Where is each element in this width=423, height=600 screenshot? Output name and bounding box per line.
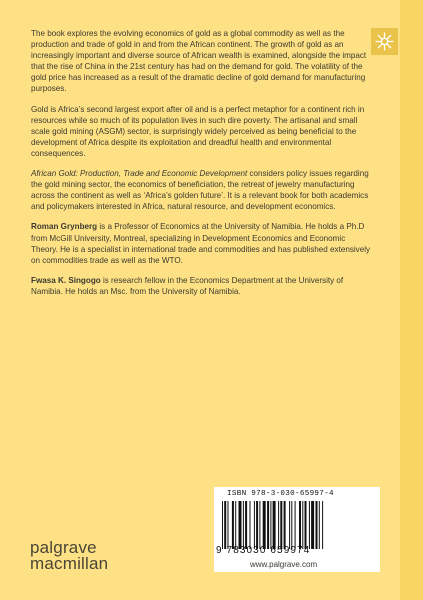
blurb-paragraph-3-text: considers policy issues regarding the gold mining sector, the economics of beneficiation, the retreat of jewelry manufacturing across the continent as well as ‘Africa’s golden future’. It is a relevant book for both academics and policymakers interested in Africa, natural resource, and development economics. bbox=[31, 169, 369, 212]
blurb-text bbox=[31, 28, 373, 306]
publisher-name-line-1: palgrave bbox=[30, 538, 97, 557]
publisher-url: www.palgrave.com bbox=[250, 560, 318, 569]
book-title: African Gold: Production, Trade and Economic Development bbox=[31, 169, 248, 179]
author-bio-1 bbox=[31, 221, 373, 265]
barcode-bar bbox=[263, 501, 266, 549]
barcode-bar bbox=[256, 501, 258, 549]
barcode-bars bbox=[220, 501, 370, 549]
barcode-bar bbox=[245, 501, 247, 549]
publisher-name-line-2: macmillan bbox=[30, 554, 109, 573]
barcode-bar bbox=[239, 501, 242, 549]
author-bio-text: is a Professor of Economics at the University of Namibia. He holds a Ph.D from McGill University, Montreal, specializing in Development Economics and Economic Theory. He is a specialist in international trade and commodities and has published extensively on commodities trade as well as the WTO. bbox=[31, 222, 371, 265]
barcode-bar bbox=[291, 501, 292, 549]
barcode-bar bbox=[250, 501, 251, 549]
barcode-bar bbox=[289, 501, 290, 549]
blurb-paragraph-3 bbox=[31, 168, 373, 212]
barcode-bar bbox=[232, 501, 234, 549]
author-name: Roman Grynberg bbox=[31, 222, 98, 232]
author-name: Fwasa K. Singogo bbox=[31, 275, 101, 285]
barcode-bar bbox=[319, 501, 320, 549]
barcode-bar bbox=[316, 501, 318, 549]
series-logo bbox=[371, 28, 398, 55]
author-bio-2 bbox=[31, 275, 373, 297]
blurb-paragraph-1: The book explores the evolving economics of gold as a global commodity as well as the production and trade of gold in and from the African continent. The growth of gold as an increasingly important and diverse source of African wealth is examined, alongside the impact that the rise of China in the 21st century has had on the demand for gold. The volatility of the gold price has increased as a result of the dramatic decline of gold demand for manufacturing purposes. bbox=[31, 29, 367, 94]
barcode-bar bbox=[243, 501, 244, 549]
barcode-bar bbox=[224, 501, 226, 549]
barcode-bar bbox=[309, 501, 310, 549]
barcode-bar bbox=[302, 501, 303, 549]
author-bio-text: is research fellow in the Economics Department at the University of Namibia. He holds an Msc. from the University of Namibia. bbox=[31, 275, 344, 296]
barcode-bar bbox=[259, 501, 260, 549]
barcode-bar bbox=[267, 501, 269, 549]
barcode-bar bbox=[305, 501, 307, 549]
barcode-bar bbox=[273, 501, 276, 549]
blurb-paragraph-2: Gold is Africa’s second largest export after oil and is a perfect metaphor for a continent rich in resources while so much of its population lives in such dire poverty. The artisanal and small scale gold mining (ASGM) sector, is surprisingly widely perceived as being beneficial to the development of Africa despite its exploitation and dreadful health and environmental consequences. bbox=[31, 104, 365, 158]
barcode-digits: 9 783030 659974 bbox=[216, 545, 311, 556]
barcode-bar bbox=[299, 501, 301, 549]
palgrave-starburst-icon bbox=[374, 31, 395, 52]
barcode-bar bbox=[270, 501, 271, 549]
barcode-bar bbox=[322, 501, 323, 549]
barcode-bar bbox=[228, 501, 229, 549]
spine-stripe bbox=[400, 0, 423, 600]
barcode-bar bbox=[311, 501, 314, 549]
barcode-bar bbox=[254, 501, 255, 549]
barcode-bar bbox=[284, 501, 286, 549]
barcode-bar bbox=[295, 501, 296, 549]
barcode-bar bbox=[280, 501, 282, 549]
publisher-logo bbox=[30, 540, 108, 572]
barcode-bar bbox=[278, 501, 279, 549]
barcode-bar bbox=[235, 501, 236, 549]
isbn-label: ISBN 978-3-030-65997-4 bbox=[227, 490, 334, 498]
barcode-bar bbox=[222, 501, 223, 549]
